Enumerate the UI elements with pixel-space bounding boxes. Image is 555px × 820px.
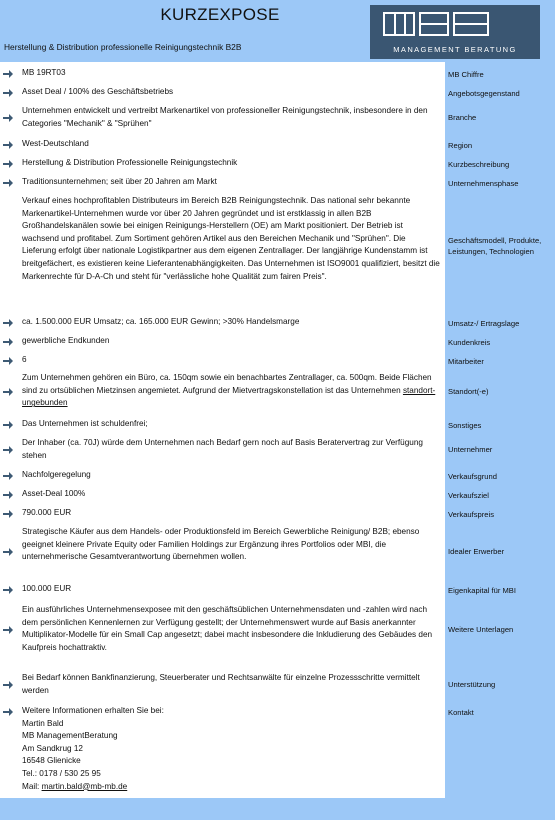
row-label: Region xyxy=(448,141,473,150)
row-content: Das Unternehmen ist schuldenfrei; xyxy=(22,419,148,428)
arrow-right-icon xyxy=(3,388,13,396)
row-label: Angebotsgegenstand xyxy=(448,89,520,98)
row-content: MB 19RT03 xyxy=(22,68,66,77)
row-content: West-Deutschland xyxy=(22,139,89,148)
row-label: Kurzbeschreibung xyxy=(448,160,510,169)
page-subtitle: Herstellung & Distribution professionelle Reinigungstechnik B2B xyxy=(4,42,242,52)
row-content-text: Zum Unternehmen gehören ein Büro, ca. 150qm sowie ein benachbartes Zentrallager, ca. 500qm. Beide Flächen sind zu ortsüblichen Mietzinsen angemietet. Aufgrund der Mietvertragskonstellation ist das Unternehmen xyxy=(22,373,432,395)
row-label: Eigenkapital für MBI xyxy=(448,586,516,595)
row-content: Bei Bedarf können Bankfinanzierung, Steuerberater und Rechtsanwälte für einzelne Prozessschritte vermittelt werden xyxy=(22,673,420,695)
row-content: ca. 1.500.000 EUR Umsatz; ca. 165.000 EUR Gewinn; >30% Handelsmarge xyxy=(22,317,300,326)
arrow-right-icon xyxy=(3,510,13,518)
row-label: Unternehmensphase xyxy=(448,179,519,188)
row-content: Der Inhaber (ca. 70J) würde dem Unternehmen nach Bedarf gern noch auf Basis Beratervertrag zur Verfügung stehen xyxy=(22,438,423,460)
arrow-right-icon xyxy=(3,491,13,499)
row-content: 6 xyxy=(22,355,27,364)
row-content: Traditionsunternehmen; seit über 20 Jahren am Markt xyxy=(22,177,217,186)
email-link[interactable]: martin.bald@mb-mb.de xyxy=(41,781,128,791)
contact-intro: Weitere Informationen erhalten Sie bei: xyxy=(22,706,164,715)
contact-company: MB ManagementBeratung xyxy=(22,731,118,741)
row-content: Strategische Käufer aus dem Handels- oder Produktionsfeld im Bereich Gewerbliche Reinigung/ B2B; ebenso geeignet kleinere Private Equity oder Familien Holdings zur Ergänzung ihres Portfolios oder MBI, die unternehmerische Gesamtverantwortung übernehmen wollen. xyxy=(22,527,420,562)
row-label: Mitarbeiter xyxy=(448,357,484,366)
arrow-right-icon xyxy=(3,114,13,122)
contact-name: Martin Bald xyxy=(22,718,64,728)
row-content: Verkauf eines hochprofitablen Distributeurs im Bereich B2B Reinigungstechnik. Das national sehr bekannte Markenartikel-Unternehmen wurde vor über 20 Jahren gegründet und ist erstklassig in allen B2B Großhandelskanälen sowie bei einigen Reinigungs-Herstellern (OE) am Markt positioniert. Der Betrieb ist wachsend und profitabel. Zum Sortiment gehören Artikel aus den Bereichen Mechanik und "Sprühen". Die Lieferung erfolgt über nationale Logistikpartner aus dem eigenen Zentrallager. Der langjährige Kundenstamm ist breitgefächert, es existieren keine Lieferantenabhängigkeiten. Das Unternehmen ist ISO9001 qualifiziert, besitzt die Markenrechte für D-A-Ch und steht für "verlässliche hohe Qualität zum fairen Preis". xyxy=(22,196,440,281)
row-label: Verkaufsziel xyxy=(448,491,489,500)
page-title: KURZEXPOSE xyxy=(160,5,280,24)
row-label: Kontakt xyxy=(448,708,474,717)
arrow-right-icon xyxy=(3,160,13,168)
arrow-right-icon xyxy=(3,319,13,327)
arrow-right-icon xyxy=(3,70,13,78)
row-label: MB Chiffre xyxy=(448,70,484,79)
row-content: 100.000 EUR xyxy=(22,584,72,593)
row-content: Unternehmen entwickelt und vertreibt Markenartikel von professioneller Reinigungstechnik, insbesondere in den Categories "Mechanik" & "Sprühen" xyxy=(22,106,428,128)
row-label: Idealer Erwerber xyxy=(448,547,505,556)
row-label: Verkaufspreis xyxy=(448,510,495,519)
row-label: Verkaufsgrund xyxy=(448,472,497,481)
company-logo xyxy=(370,5,540,59)
logo-text: MANAGEMENT BERATUNG xyxy=(393,45,517,54)
row-label: Sonstiges xyxy=(448,421,482,430)
arrow-right-icon xyxy=(3,681,13,689)
contact-phone: Tel.: 0178 / 530 25 95 xyxy=(22,768,101,778)
row-content: Asset-Deal 100% xyxy=(22,489,86,498)
row-content: Ein ausführliches Unternehmensexposee mit den geschäftsüblichen Unternehmensdaten und -zahlen wird nach dem persönlichen Kennenlernen zur Verfügung gestellt; der Unternehmenswert wurde auf Basis anerkannter Multiplikator-Modelle für ein Small Cap angesetzt; dabei macht insbesondere die Inkludierung des Gebäudes den Kaufpreis hochattraktiv. xyxy=(22,605,433,652)
row-label: Weitere Unterlagen xyxy=(448,625,514,634)
arrow-right-icon xyxy=(3,338,13,346)
footer-band xyxy=(0,798,445,820)
row-label: Unternehmer xyxy=(448,445,493,454)
row-label: Geschäftsmodell, Produkte, Leistungen, Technologien xyxy=(448,236,542,256)
arrow-right-icon xyxy=(3,626,13,634)
row-label: Standort(-e) xyxy=(448,387,489,396)
arrow-right-icon xyxy=(3,548,13,556)
arrow-right-icon xyxy=(3,586,13,594)
row-content xyxy=(22,372,440,410)
mb-logo-icon xyxy=(382,11,492,37)
arrow-right-icon xyxy=(3,446,13,454)
row-content: 790.000 EUR xyxy=(22,508,72,517)
row-content: Herstellung & Distribution Professionelle Reinigungstechnik xyxy=(22,158,238,167)
standort-link: standort-ungebunden xyxy=(22,385,436,408)
arrow-right-icon xyxy=(3,421,13,429)
contact-mail-line xyxy=(22,781,440,794)
row-content: gewerbliche Endkunden xyxy=(22,336,110,345)
arrow-right-icon xyxy=(3,179,13,187)
row-content: Asset Deal / 100% des Geschäftsbetriebs xyxy=(22,87,174,96)
arrow-right-icon xyxy=(3,89,13,97)
contact-block xyxy=(22,705,440,793)
mail-prefix: Mail: xyxy=(22,781,42,791)
arrow-right-icon xyxy=(3,472,13,480)
contact-street: Am Sandkrug 12 xyxy=(22,743,83,753)
arrow-right-icon xyxy=(3,141,13,149)
arrow-right-icon xyxy=(3,708,13,716)
row-content: Nachfolgeregelung xyxy=(22,470,91,479)
row-label: Kundenkreis xyxy=(448,338,491,347)
row-label: Branche xyxy=(448,113,477,122)
arrow-right-icon xyxy=(3,357,13,365)
row-label: Unterstützung xyxy=(448,680,496,689)
row-label: Umsatz-/ Ertragslage xyxy=(448,319,520,328)
contact-city: 16548 Glienicke xyxy=(22,756,81,766)
